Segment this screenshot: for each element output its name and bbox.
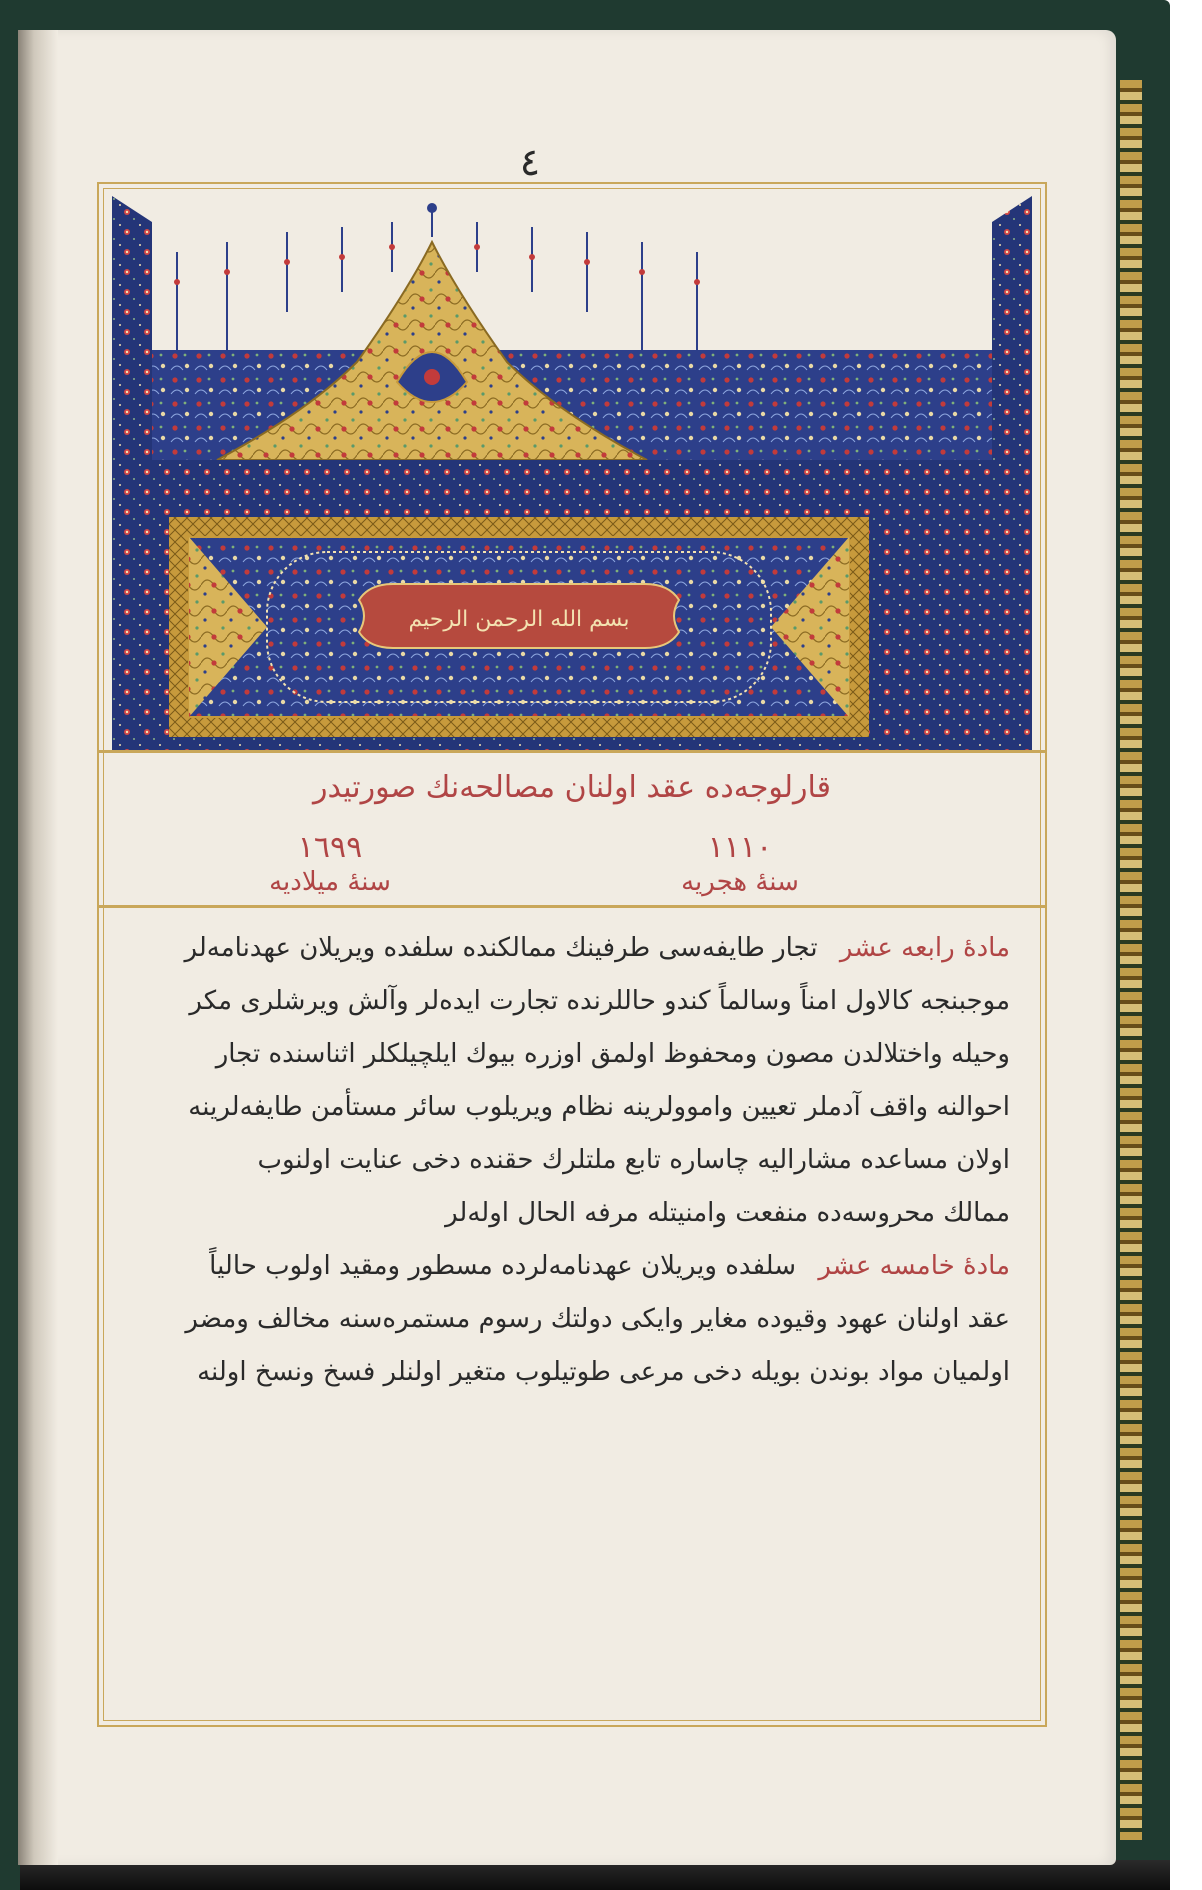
gregorian-date	[170, 830, 490, 897]
headpiece-bottom-rule	[97, 750, 1047, 753]
article-text: تجار طايفه‌سى طرفينك ممالكنده سلفده ويريلان عهدنامه‌لر	[184, 933, 818, 963]
text-line	[130, 1240, 1010, 1293]
hijri-date	[580, 830, 900, 897]
treaty-text	[130, 922, 1010, 1399]
page-number: ٤	[519, 140, 541, 184]
text-line	[130, 922, 1010, 975]
text-line: موجبنجه كالاول امناً وسالماً كندو حاللرنده تجارت ايده‌لر وآلش ويرشلرى مكر	[189, 986, 1010, 1016]
headpiece-left-column	[112, 196, 152, 750]
gregorian-year: ١٦٩٩	[297, 830, 363, 865]
text-line: اولميان مواد بوندن بويله دخى مرعى طوتيلوب متغير اولنلر فسخ ونسخ اولنه	[197, 1357, 1010, 1387]
text-line: وحيله واختلالدن مصون ومحفوظ اولمق اوزره بيوك ايلچيلكلر اثناسنده تجار	[215, 1039, 1010, 1069]
text-line: احوالنه واقف آدملر تعيين واموولرينه نظام ويريلوب سائر مستأمن طايفه‌لرينه	[188, 1092, 1010, 1122]
text-line: عقد اولنان عهود وقيوده مغاير وايكى دولتك رسوم مستمره‌سنه مخالف ومضر	[185, 1304, 1010, 1334]
article-rubric: مادهٔ رابعه عشر	[839, 933, 1010, 963]
gilt-tooled-border	[1120, 80, 1142, 1840]
page-gutter	[18, 30, 58, 1865]
article-rubric: مادهٔ خامسه عشر	[818, 1251, 1010, 1281]
article-text: سلفده ويريلان عهدنامه‌لرده مسطور ومقيد اولوب حالياً	[209, 1251, 797, 1281]
hijri-label: سنهٔ هجريه	[681, 867, 799, 897]
text-top-rule	[97, 905, 1047, 908]
headpiece-band	[152, 460, 992, 500]
hijri-year: ١١١٠	[707, 830, 773, 865]
gregorian-label: سنهٔ ميلاديه	[269, 867, 391, 897]
basmala-text: بسم الله الرحمن الرحيم	[408, 607, 630, 632]
headpiece-right-column	[992, 196, 1032, 750]
text-line: ممالك محروسه‌ده منفعت وامنيتله مرفه الحال اوله‌لر	[445, 1198, 1010, 1228]
illuminated-headpiece	[97, 182, 1047, 750]
treaty-title: قارلوجه‌ده عقد اولنان مصالحه‌نك صورتيدر	[312, 770, 831, 805]
text-line: اولان مساعده مشاراليه چاساره تابع ملتلرك حقنده دخى عنايت اولنوب	[257, 1145, 1010, 1175]
arch-medallion-rosette	[424, 369, 440, 385]
